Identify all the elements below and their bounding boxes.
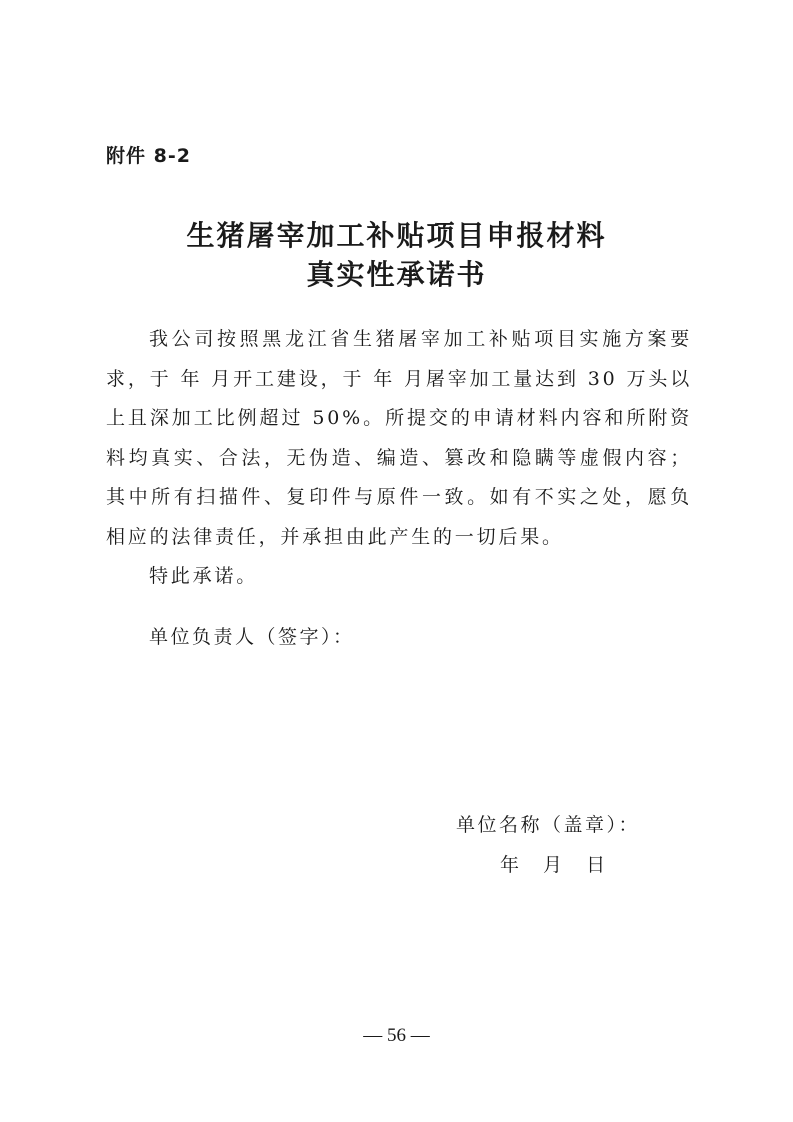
commitment-body [106,320,692,597]
document-title-line2: 真实性承诺书 [306,258,487,291]
attachment-label: 附件 8-2 [106,145,191,167]
date-label: 年 月 日 [500,854,608,876]
responsible-person-signature-label: 单位负责人（签字）： [149,626,355,648]
document-title-line1: 生猪屠宰加工补贴项目申报材料 [186,219,607,252]
unit-name-seal-label: 单位名称（盖章）： [456,814,641,836]
closing-statement: 特此承诺。 [149,565,259,587]
commitment-paragraph: 我公司按照黑龙江省生猪屠宰加工补贴项目实施方案要求，于 年 月开工建设，于 年 月屠宰加工量达到 30 万头以上且深加工比例超过 50%。所提交的申请材料内容和所附资料均真实、合法，无伪造、编造、篡改和隐瞒等虚假内容；其中所有扫描件、复印件与原件一致。如有不实之处，愿负相应的法律责任，并承担由此产生的一切后果。 [106,328,692,548]
page-number: — 56 — [363,1025,430,1046]
